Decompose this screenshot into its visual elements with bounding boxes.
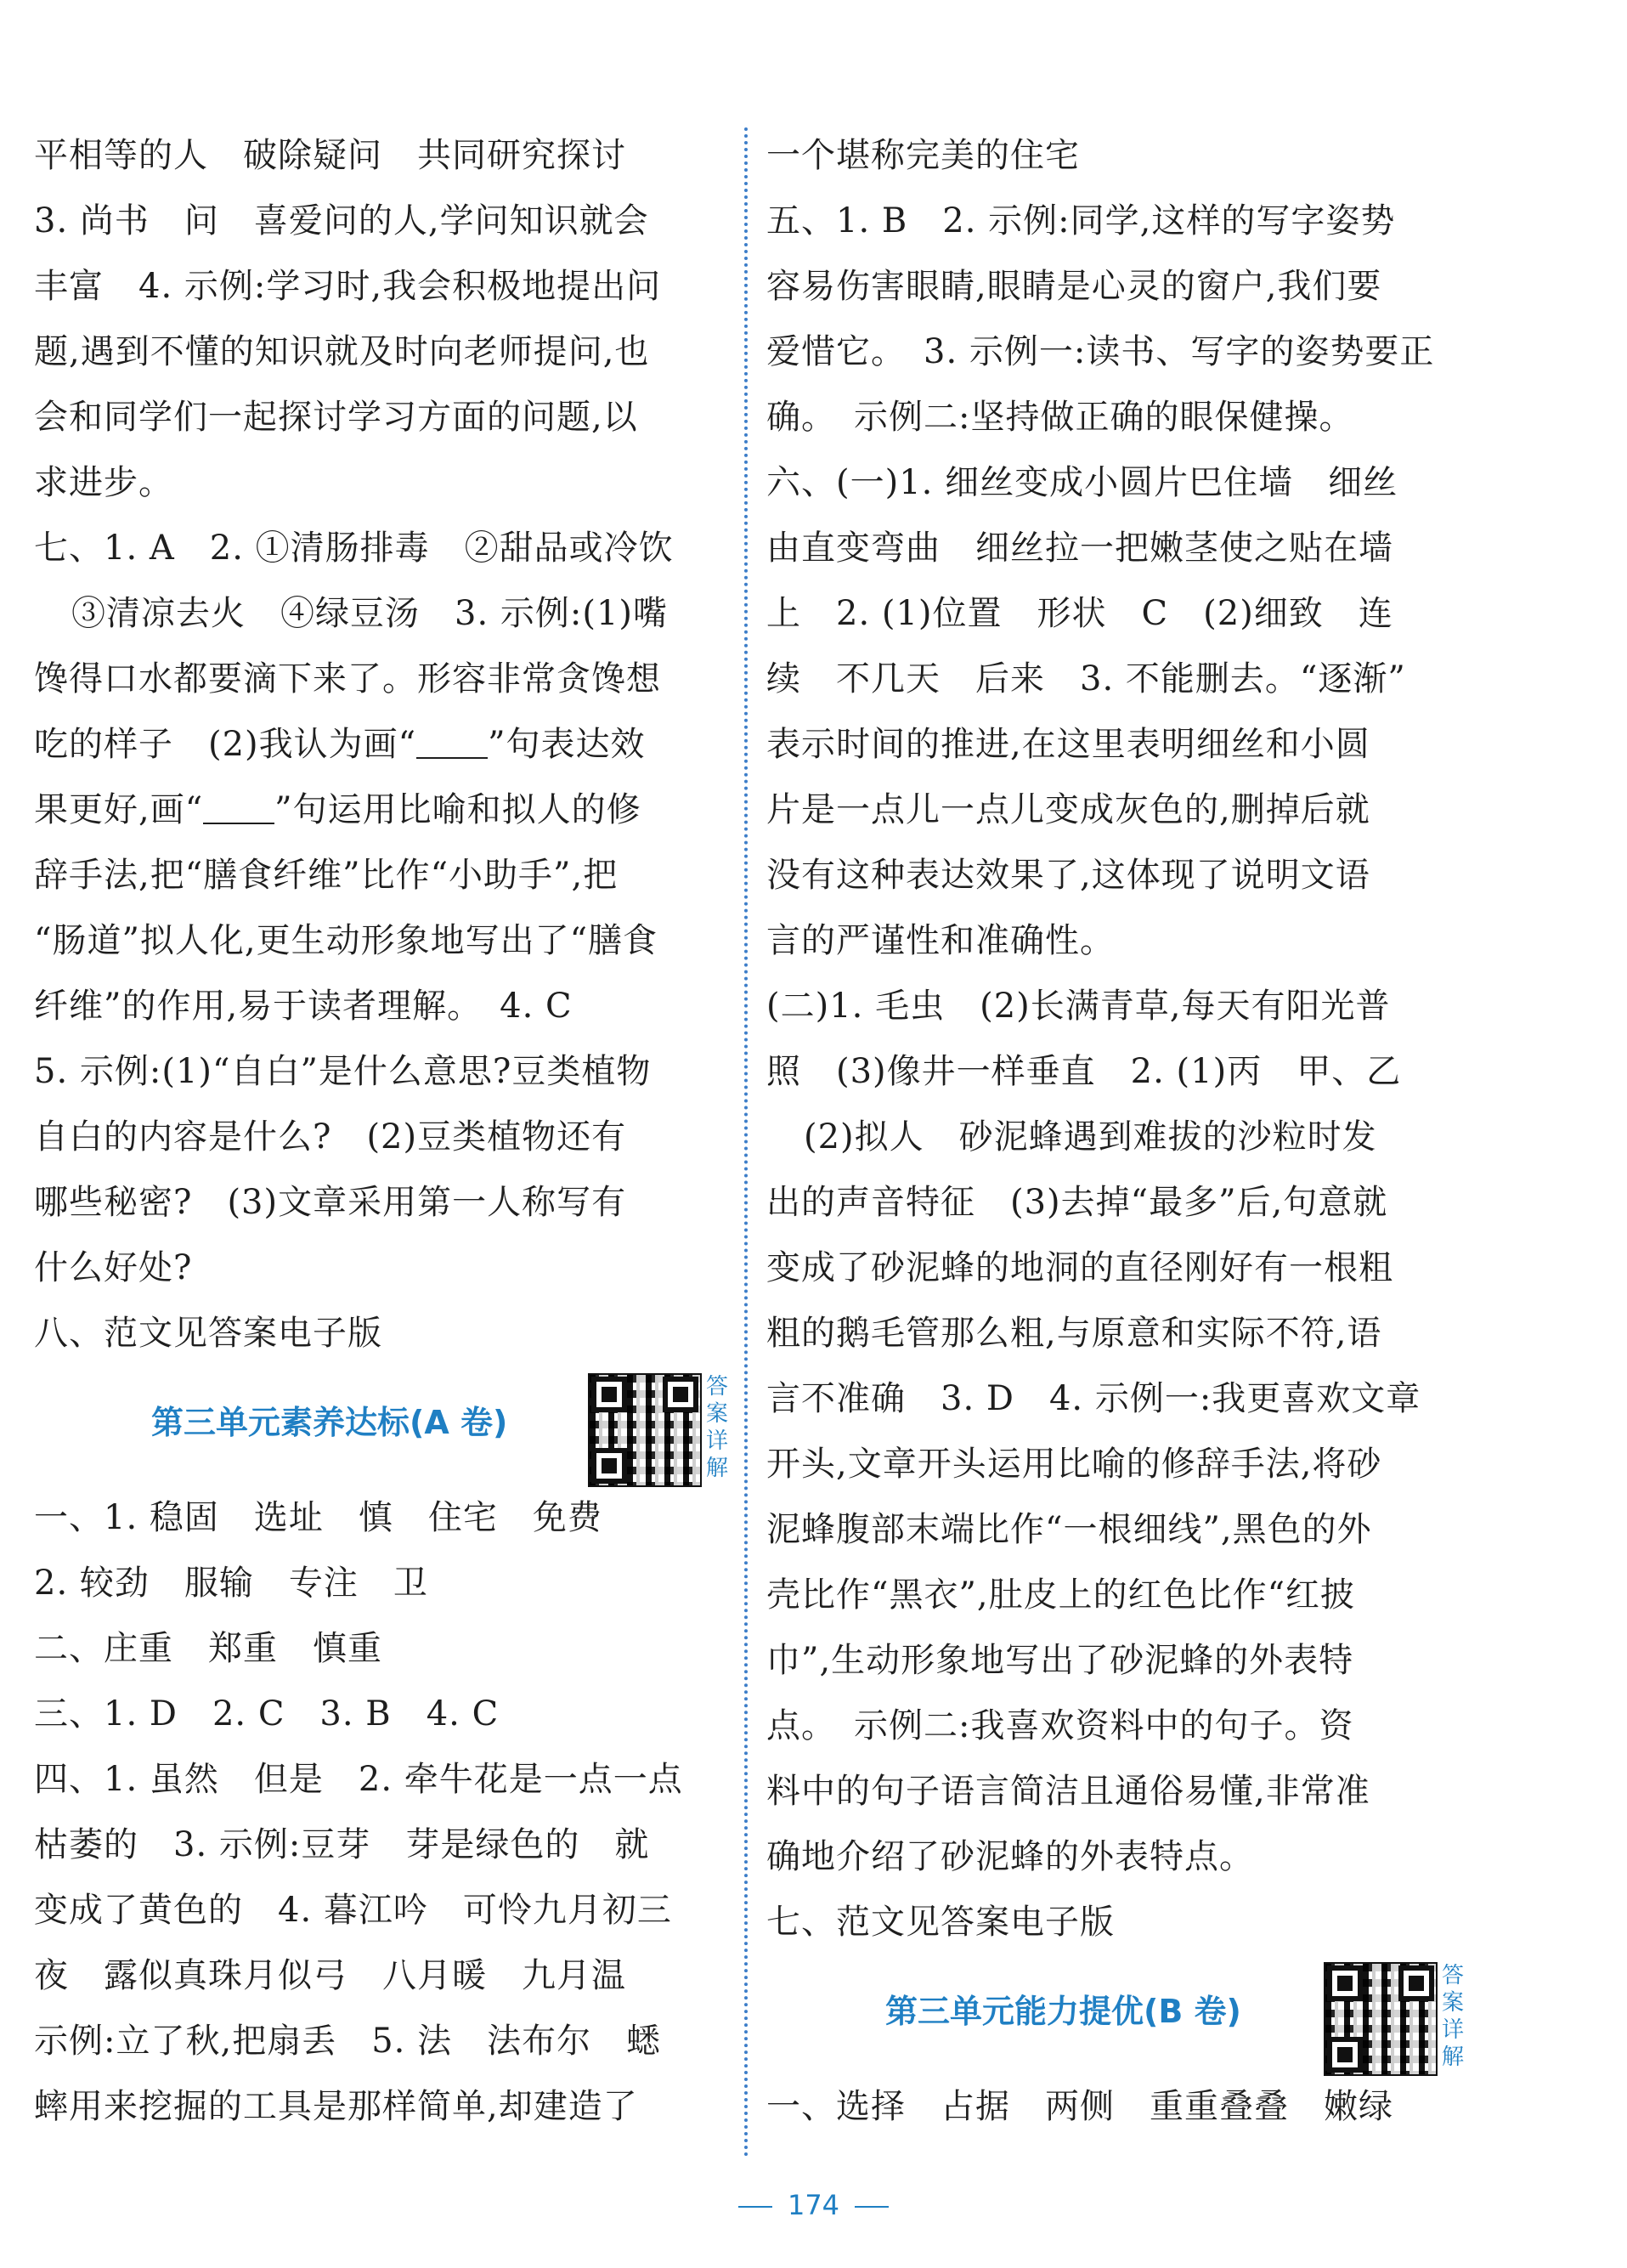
section-b-header (766, 1955, 1489, 2074)
answer-line: 求进步。 (34, 463, 173, 502)
answer-line: 变成了黄色的 4. 暮江吟 可怜九月初三 (34, 1891, 672, 1930)
answer-line: 平相等的人 破除疑问 共同研究探讨 (34, 136, 626, 175)
answer-line: 二、庄重 郑重 慎重 (34, 1629, 382, 1668)
answer-line: (2)拟人 砂泥蜂遇到难拔的沙粒时发 (804, 1117, 1377, 1157)
answer-line: 哪些秘密? (3)文章采用第一人称写有 (34, 1183, 627, 1222)
answer-line: 没有这种表达效果了,这体现了说明文语 (766, 856, 1370, 895)
answer-line: 纤维”的作用,易于读者理解。 4. C (34, 987, 573, 1026)
answer-line: 六、(一)1. 细丝变成小圆片巴住墙 细丝 (766, 463, 1398, 502)
answer-line: 三、1. D 2. C 3. B 4. C (34, 1694, 500, 1734)
answer-line: 变成了砂泥蜂的地洞的直径刚好有一根粗 (766, 1248, 1393, 1287)
answer-line: 言的严谨性和准确性。 (766, 921, 1115, 960)
answer-line: 确。 示例二:坚持做正确的眼保健操。 (766, 398, 1354, 437)
page-number-dash (855, 2206, 889, 2208)
qr-answer-label: 答案详解 (705, 1374, 728, 1481)
qr-code-icon[interactable] (1324, 1962, 1438, 2076)
answer-text: ”句表达效 (488, 725, 646, 764)
page-number-dash (738, 2206, 772, 2208)
answer-line: 容易伤害眼睛,眼睛是心灵的窗户,我们要 (766, 267, 1382, 306)
fill-blank (416, 723, 488, 759)
answer-line: 料中的句子语言简洁且通俗易懂,非常准 (766, 1772, 1370, 1811)
answer-line: 馋得口水都要滴下来了。形容非常贪馋想 (34, 659, 661, 698)
answer-line: 片是一点儿一点儿变成灰色的,删掉后就 (766, 790, 1370, 829)
answer-line: 辞手法,把“膳食纤维”比作“小助手”,把 (34, 856, 619, 895)
answer-line: 示例:立了秋,把扇丢 5. 法 法布尔 蟋 (34, 2022, 662, 2061)
answer-line: 3. 尚书 问 喜爱问的人,学问知识就会 (34, 201, 649, 240)
answer-line: 什么好处? (34, 1248, 193, 1287)
page-number-text: 174 (787, 2189, 840, 2221)
answer-line: 粗的鹅毛管那么粗,与原意和实际不符,语 (766, 1314, 1382, 1353)
answer-line: 2. 较劲 服输 专注 卫 (34, 1564, 428, 1603)
answer-line: 言不准确 3. D 4. 示例一:我更喜欢文章 (766, 1379, 1421, 1418)
answer-text: ”句运用比喻和拟人的修 (274, 790, 641, 829)
answer-line: 七、范文见答案电子版 (766, 1903, 1115, 1942)
answer-line: 照 (3)像井一样垂直 2. (1)丙 甲、乙 (766, 1052, 1402, 1091)
right-column (766, 123, 1489, 2140)
left-column (34, 123, 756, 2140)
answer-line: 蟀用来挖掘的工具是那样简单,却建造了 (34, 2087, 638, 2126)
answer-line: 巾”,生动形象地写出了砂泥蜂的外表特 (766, 1641, 1354, 1680)
answer-line: 续 不几天 后来 3. 不能删去。“逐渐” (766, 659, 1406, 698)
answer-line: 题,遇到不懂的知识就及时向老师提问,也 (34, 332, 650, 371)
answer-line: 开头,文章开头运用比喻的修辞手法,将砂 (766, 1445, 1382, 1484)
answer-line: “肠道”拟人化,更生动形象地写出了“膳食 (34, 921, 658, 960)
answer-line: 一、选择 占据 两侧 重重叠叠 嫩绿 (766, 2087, 1393, 2126)
answer-line: 确地介绍了砂泥蜂的外表特点。 (766, 1837, 1254, 1876)
section-a-title: 第三单元素养达标(A 卷) (151, 1404, 508, 1441)
answer-line: 壳比作“黑衣”,肚皮上的红色比作“红披 (766, 1575, 1356, 1615)
qr-answer-label: 答案详解 (1441, 1963, 1464, 2070)
answer-line: 会和同学们一起探讨学习方面的问题,以 (34, 398, 638, 437)
qr-code-icon[interactable] (588, 1373, 702, 1487)
answer-line: (二)1. 毛虫 (2)长满青草,每天有阳光普 (766, 987, 1391, 1026)
answer-line (34, 712, 756, 778)
answer-line: 丰富 4. 示例:学习时,我会积极地提出问 (34, 267, 662, 306)
answer-line: ③清凉去火 ④绿豆汤 3. 示例:(1)嘴 (71, 594, 669, 633)
answer-line: 由直变弯曲 细丝拉一把嫩茎使之贴在墙 (766, 529, 1393, 568)
answer-line: 出的声音特征 (3)去掉“最多”后,句意就 (766, 1183, 1388, 1222)
answer-line: 一、1. 稳固 选址 慎 住宅 免费 (34, 1498, 602, 1537)
answer-line: 表示时间的推进,在这里表明细丝和小圆 (766, 725, 1370, 764)
answer-line: 泥蜂腹部末端比作“一根细线”,黑色的外 (766, 1510, 1372, 1549)
section-b-title: 第三单元能力提优(B 卷) (885, 1993, 1241, 2030)
answer-line: 自白的内容是什么? (2)豆类植物还有 (34, 1117, 627, 1157)
answer-line: 上 2. (1)位置 形状 C (2)细致 连 (766, 594, 1393, 633)
answer-line: 5. 示例:(1)“自白”是什么意思?豆类植物 (34, 1052, 652, 1091)
answer-line: 点。 示例二:我喜欢资料中的句子。资 (766, 1706, 1354, 1745)
answer-line: 枯萎的 3. 示例:豆芽 芽是绿色的 就 (34, 1825, 650, 1864)
answer-text: 吃的样子 (2)我认为画“ (34, 725, 417, 764)
answer-line: 夜 露似真珠月似弓 八月暖 九月温 (34, 1956, 626, 1995)
answer-line: 八、范文见答案电子版 (34, 1314, 382, 1353)
answer-line (34, 778, 756, 843)
answer-line: 五、1. B 2. 示例:同学,这样的写字姿势 (766, 201, 1396, 240)
answer-line: 四、1. 虽然 但是 2. 牵牛花是一点一点 (34, 1760, 683, 1799)
page-number (0, 2184, 1627, 2226)
answer-line: 七、1. A 2. ①清肠排毒 ②甜品或冷饮 (34, 529, 674, 568)
answer-text: 果更好,画“ (34, 790, 204, 829)
fill-blank (203, 789, 274, 824)
section-a-header (34, 1366, 756, 1485)
answer-line: 爱惜它。 3. 示例一:读书、写字的姿势要正 (766, 332, 1435, 371)
answer-line: 一个堪称完美的住宅 (766, 136, 1080, 175)
